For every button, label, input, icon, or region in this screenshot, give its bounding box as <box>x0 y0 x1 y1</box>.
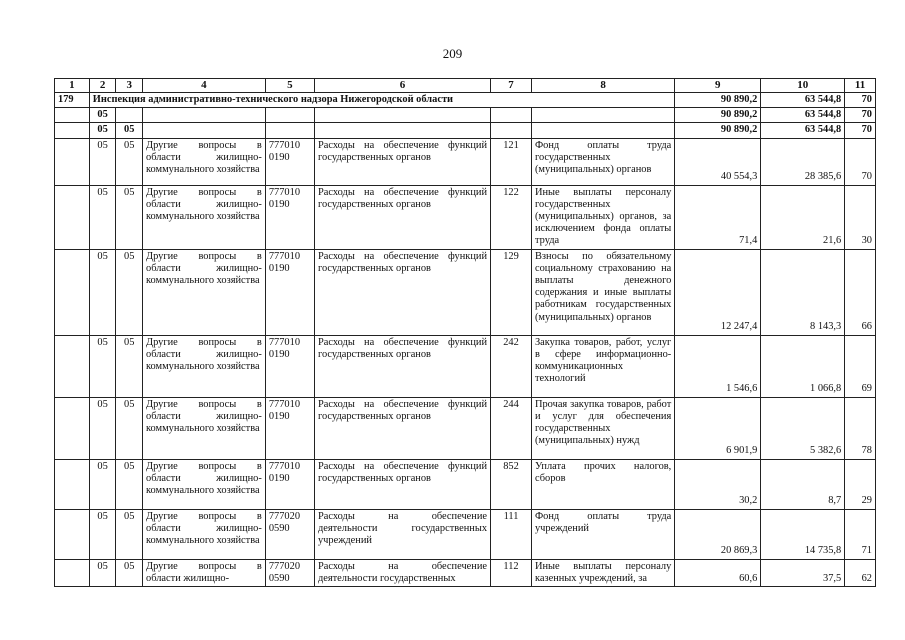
budget-table <box>54 78 876 587</box>
section-code: 05 <box>89 123 116 138</box>
amount-plan: 90 890,2 <box>675 93 761 108</box>
subsection-code: 05 <box>116 249 143 335</box>
section-row <box>55 108 876 123</box>
amount-fact: 63 544,8 <box>761 93 845 108</box>
amount-plan: 1 546,6 <box>675 335 761 397</box>
article-name: Расходы на обеспечение функций государственных органов <box>314 249 490 335</box>
table-row <box>55 249 876 335</box>
section-name: Другие вопросы в области жилищно-коммунального хозяйства <box>143 459 266 509</box>
expense-type-name: Иные выплаты персоналу казенных учреждений, за <box>531 559 674 586</box>
expense-type-name: Уплата прочих налогов, сборов <box>531 459 674 509</box>
column-header: 7 <box>491 79 532 93</box>
target-article: 777010 0190 <box>265 459 314 509</box>
amount-plan: 40 554,3 <box>675 138 761 185</box>
article-name: Расходы на обеспечение функций государственных органов <box>314 459 490 509</box>
subsection-code: 05 <box>116 559 143 586</box>
amount-plan: 6 901,9 <box>675 397 761 459</box>
agency-code: 179 <box>55 93 90 108</box>
expense-type-code: 852 <box>491 459 532 509</box>
percent: 70 <box>845 93 876 108</box>
expense-type-code: 121 <box>491 138 532 185</box>
article-name: Расходы на обеспечение функций государственных органов <box>314 185 490 249</box>
section-name: Другие вопросы в области жилищно-коммунального хозяйства <box>143 185 266 249</box>
amount-plan: 12 247,4 <box>675 249 761 335</box>
subsection-code: 05 <box>116 138 143 185</box>
table-row <box>55 335 876 397</box>
expense-type-code: 111 <box>491 509 532 559</box>
amount-fact: 5 382,6 <box>761 397 845 459</box>
table-row <box>55 509 876 559</box>
column-header: 1 <box>55 79 90 93</box>
percent: 70 <box>845 138 876 185</box>
page-number: 209 <box>442 46 463 61</box>
article-name: Расходы на обеспечение функций государственных органов <box>314 138 490 185</box>
amount-fact: 14 735,8 <box>761 509 845 559</box>
target-article: 777020 0590 <box>265 559 314 586</box>
expense-type-name: Взносы по обязательному социальному страхованию на выплаты денежного содержания и иные выплаты работникам государственных (муниципальных) органов <box>531 249 674 335</box>
article-name: Расходы на обеспечение деятельности государственных учреждений <box>314 509 490 559</box>
amount-plan: 90 890,2 <box>675 123 761 138</box>
section-code: 05 <box>89 397 116 459</box>
subsection-code: 05 <box>116 459 143 509</box>
article-name: Расходы на обеспечение функций государственных органов <box>314 397 490 459</box>
column-header: 11 <box>845 79 876 93</box>
expense-type-code: 242 <box>491 335 532 397</box>
section-code: 05 <box>89 559 116 586</box>
percent: 71 <box>845 509 876 559</box>
expense-type-name: Прочая закупка товаров, работ и услуг для обеспечения государственных (муниципальных) нужд <box>531 397 674 459</box>
section-code: 05 <box>89 138 116 185</box>
percent: 66 <box>845 249 876 335</box>
percent: 29 <box>845 459 876 509</box>
expense-type-name: Фонд оплаты труда государственных (муниципальных) органов <box>531 138 674 185</box>
target-article: 777010 0190 <box>265 335 314 397</box>
expense-type-code: 112 <box>491 559 532 586</box>
expense-type-code: 244 <box>491 397 532 459</box>
section-name: Другие вопросы в области жилищно-коммунального хозяйства <box>143 249 266 335</box>
amount-fact: 37,5 <box>761 559 845 586</box>
section-code: 05 <box>89 185 116 249</box>
column-header: 8 <box>531 79 674 93</box>
table-row <box>55 459 876 509</box>
section-name: Другие вопросы в области жилищно-коммунального хозяйства <box>143 509 266 559</box>
percent: 70 <box>845 108 876 123</box>
subsection-code: 05 <box>116 509 143 559</box>
section-name: Другие вопросы в области жилищно-коммунального хозяйства <box>143 335 266 397</box>
expense-type-code: 129 <box>491 249 532 335</box>
column-number-row <box>55 79 876 93</box>
amount-plan: 90 890,2 <box>675 108 761 123</box>
column-header: 3 <box>116 79 143 93</box>
article-name: Расходы на обеспечение функций государственных органов <box>314 335 490 397</box>
target-article: 777010 0190 <box>265 185 314 249</box>
agency-title: Инспекция административно-технического надзора Нижегородской области <box>89 93 674 108</box>
section-code: 05 <box>89 249 116 335</box>
percent: 78 <box>845 397 876 459</box>
column-header: 5 <box>265 79 314 93</box>
article-name: Расходы на обеспечение деятельности государственных <box>314 559 490 586</box>
amount-fact: 8 143,3 <box>761 249 845 335</box>
table-row <box>55 559 876 586</box>
percent: 70 <box>845 123 876 138</box>
percent: 30 <box>845 185 876 249</box>
percent: 69 <box>845 335 876 397</box>
column-header: 10 <box>761 79 845 93</box>
table-row <box>55 185 876 249</box>
amount-fact: 63 544,8 <box>761 123 845 138</box>
section-code: 05 <box>89 108 116 123</box>
amount-fact: 21,6 <box>761 185 845 249</box>
column-header: 9 <box>675 79 761 93</box>
section-name: Другие вопросы в области жилищно- <box>143 559 266 586</box>
subsection-code: 05 <box>116 123 143 138</box>
table-row <box>55 397 876 459</box>
subsection-code: 05 <box>116 185 143 249</box>
subsection-code: 05 <box>116 397 143 459</box>
table-row <box>55 138 876 185</box>
section-code: 05 <box>89 459 116 509</box>
subsection-code: 05 <box>116 335 143 397</box>
amount-plan: 20 869,3 <box>675 509 761 559</box>
expense-type-code: 122 <box>491 185 532 249</box>
amount-fact: 8,7 <box>761 459 845 509</box>
amount-fact: 63 544,8 <box>761 108 845 123</box>
amount-fact: 1 066,8 <box>761 335 845 397</box>
subsection-row <box>55 123 876 138</box>
amount-plan: 60,6 <box>675 559 761 586</box>
section-code: 05 <box>89 335 116 397</box>
column-header: 4 <box>143 79 266 93</box>
target-article: 777010 0190 <box>265 249 314 335</box>
target-article: 777020 0590 <box>265 509 314 559</box>
target-article: 777010 0190 <box>265 138 314 185</box>
amount-fact: 28 385,6 <box>761 138 845 185</box>
amount-plan: 71,4 <box>675 185 761 249</box>
column-header: 2 <box>89 79 116 93</box>
expense-type-name: Иные выплаты персоналу государственных (муниципальных) органов, за исключением фонда оплаты труда <box>531 185 674 249</box>
target-article: 777010 0190 <box>265 397 314 459</box>
expense-type-name: Фонд оплаты труда учреждений <box>531 509 674 559</box>
column-header: 6 <box>314 79 490 93</box>
expense-type-name: Закупка товаров, работ, услуг в сфере информационно-коммуникационных технологий <box>531 335 674 397</box>
percent: 62 <box>845 559 876 586</box>
agency-row <box>55 93 876 108</box>
section-name: Другие вопросы в области жилищно-коммунального хозяйства <box>143 138 266 185</box>
section-name: Другие вопросы в области жилищно-коммунального хозяйства <box>143 397 266 459</box>
amount-plan: 30,2 <box>675 459 761 509</box>
section-code: 05 <box>89 509 116 559</box>
